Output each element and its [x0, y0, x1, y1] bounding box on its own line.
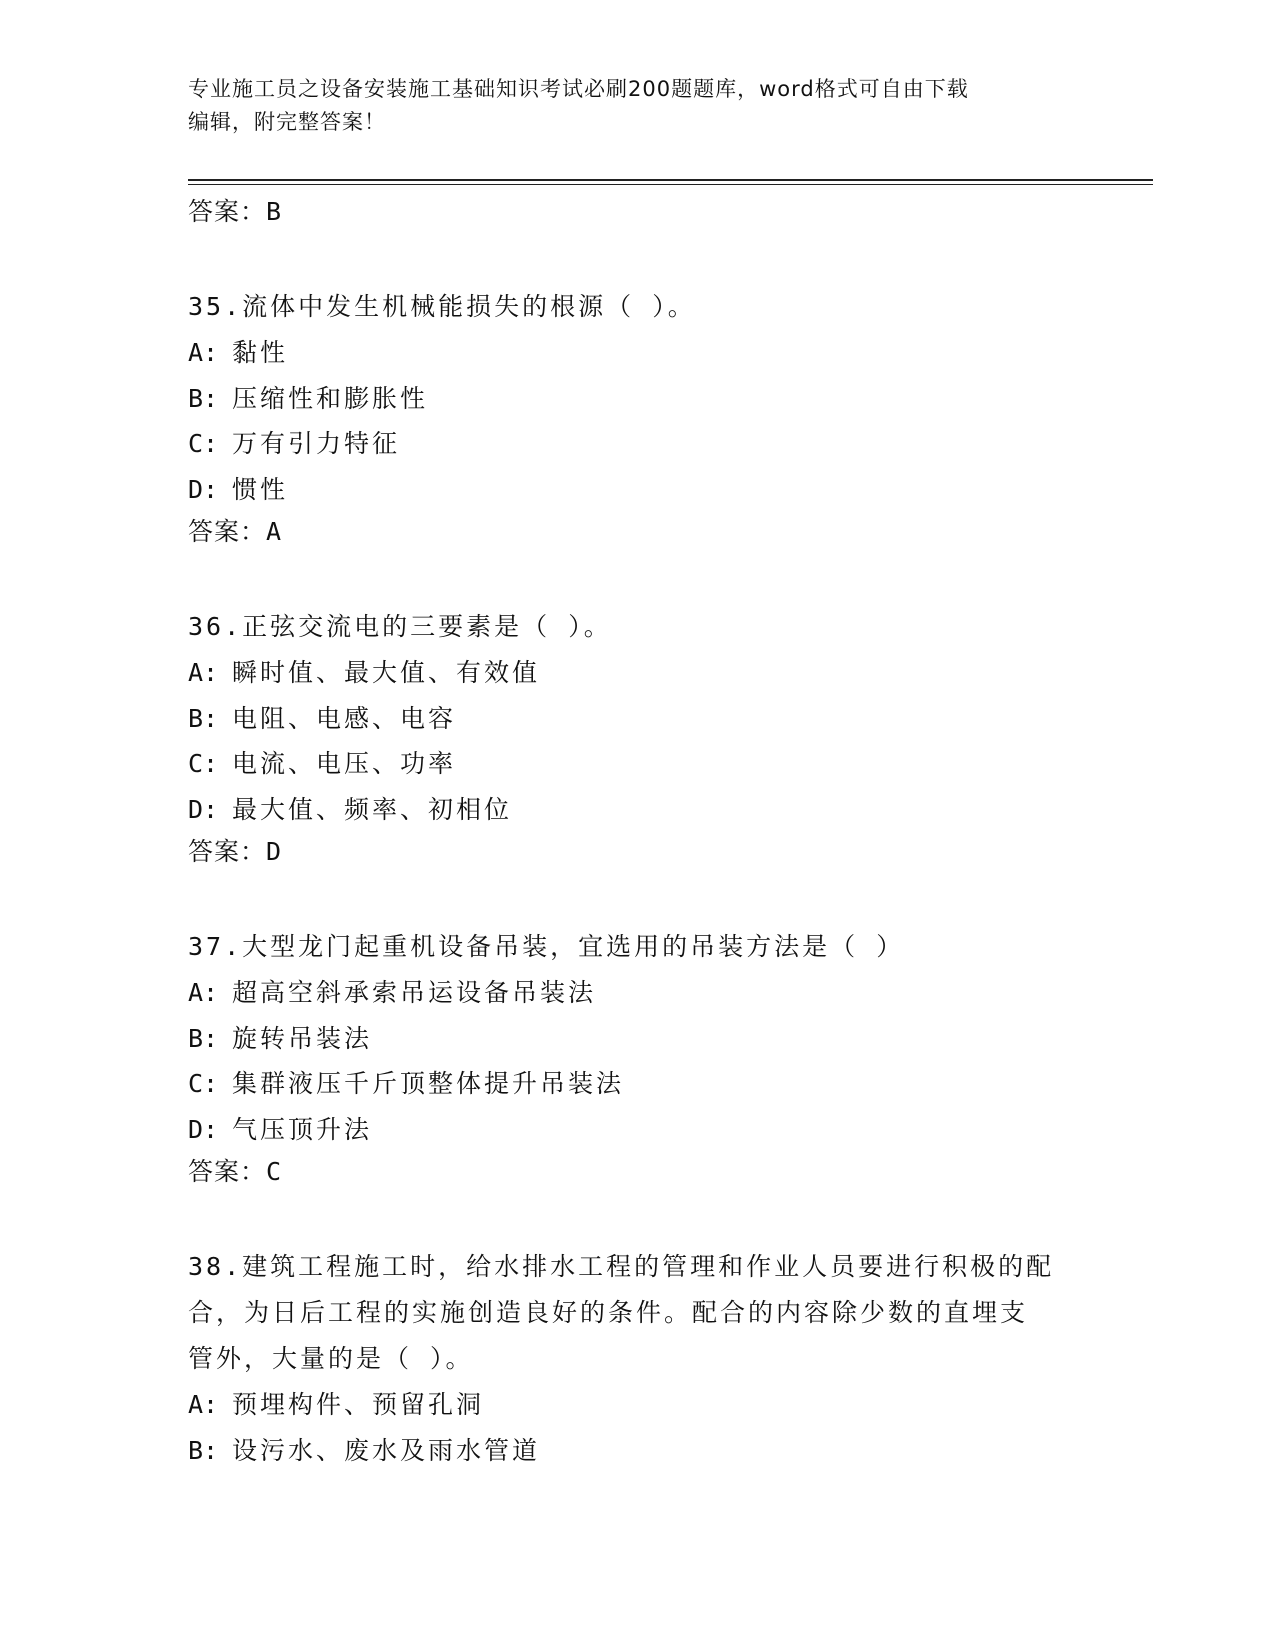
header-title-line-2: 编辑，附完整答案！ — [188, 110, 386, 134]
option-a — [188, 970, 1088, 1016]
option-text: 气压顶升法 — [232, 1114, 373, 1144]
page-header — [188, 73, 1088, 139]
option-text: 万有引力特征 — [232, 429, 401, 458]
answer-line — [188, 192, 1088, 232]
question-stem: 35.流体中发生机械能损失的根源（ ）。 — [188, 292, 696, 321]
option-a — [188, 330, 1088, 376]
option-letter: C: — [188, 749, 219, 778]
option-d — [188, 787, 1088, 833]
question-list — [188, 192, 1088, 1473]
option-text: 电阻、电感、电容 — [232, 703, 457, 733]
option-letter: A: — [188, 1390, 219, 1419]
option-letter: C: — [188, 1069, 219, 1098]
option-letter: B: — [188, 383, 219, 413]
option-d — [188, 467, 1088, 513]
option-a — [188, 650, 1088, 696]
option-letter: B: — [188, 1023, 219, 1053]
option-letter: D: — [188, 794, 219, 824]
option-text: 预埋构件、预留孔洞 — [232, 1390, 485, 1419]
option-letter: D: — [188, 474, 219, 504]
option-letter: D: — [188, 1114, 219, 1144]
option-b — [188, 376, 1088, 422]
question-item — [188, 604, 1088, 872]
option-letter: B: — [188, 1435, 219, 1465]
option-letter: B: — [188, 703, 219, 733]
option-text: 黏性 — [232, 338, 289, 367]
option-letter: A: — [188, 338, 219, 367]
option-text: 设污水、废水及雨水管道 — [232, 1435, 541, 1465]
question-item — [188, 1244, 1088, 1473]
question-stem: 36.正弦交流电的三要素是（ ）。 — [188, 612, 612, 641]
question-item — [188, 924, 1088, 1192]
option-c — [188, 1061, 1088, 1107]
option-d — [188, 1107, 1088, 1153]
option-a — [188, 1382, 1088, 1428]
answer-label: 答案： — [188, 1157, 267, 1186]
answer-label: 答案： — [188, 197, 267, 226]
answer-line — [188, 832, 1088, 872]
option-b — [188, 696, 1088, 742]
option-text: 旋转吊装法 — [232, 1023, 373, 1053]
answer-value: A — [266, 517, 283, 546]
option-b — [188, 1428, 1088, 1474]
answer-line — [188, 1152, 1088, 1192]
option-c — [188, 741, 1088, 787]
question-stem-line: 合，为日后工程的实施创造良好的条件。配合的内容除少数的直埋支 — [188, 1298, 1029, 1327]
answer-value: B — [266, 197, 283, 226]
option-text: 瞬时值、最大值、有效值 — [232, 658, 541, 687]
option-letter: A: — [188, 658, 219, 687]
option-letter: C: — [188, 429, 219, 458]
option-letter: A: — [188, 978, 219, 1007]
question-stem-line: 38.建筑工程施工时，给水排水工程的管理和作业人员要进行积极的配 — [188, 1252, 1055, 1281]
option-text: 最大值、频率、初相位 — [232, 794, 513, 824]
question-stem-line: 管外，大量的是（ ）。 — [188, 1344, 474, 1373]
header-divider — [188, 179, 1153, 185]
option-text: 集群液压千斤顶整体提升吊装法 — [232, 1069, 625, 1098]
option-b — [188, 1016, 1088, 1062]
header-title-line-1: 专业施工员之设备安装施工基础知识考试必刷200题题库，word格式可自由下载 — [188, 77, 969, 101]
answer-value: C — [266, 1157, 283, 1186]
answer-line — [188, 512, 1088, 552]
option-c — [188, 421, 1088, 467]
answer-label: 答案： — [188, 837, 267, 866]
answer-value: D — [266, 837, 283, 866]
question-stem: 37.大型龙门起重机设备吊装，宜选用的吊装方法是（ ） — [188, 932, 905, 961]
question-item — [188, 284, 1088, 552]
option-text: 超高空斜承索吊运设备吊装法 — [232, 978, 597, 1007]
answer-label: 答案： — [188, 517, 267, 546]
option-text: 压缩性和膨胀性 — [232, 383, 429, 413]
option-text: 电流、电压、功率 — [232, 749, 457, 778]
option-text: 惯性 — [232, 474, 289, 504]
